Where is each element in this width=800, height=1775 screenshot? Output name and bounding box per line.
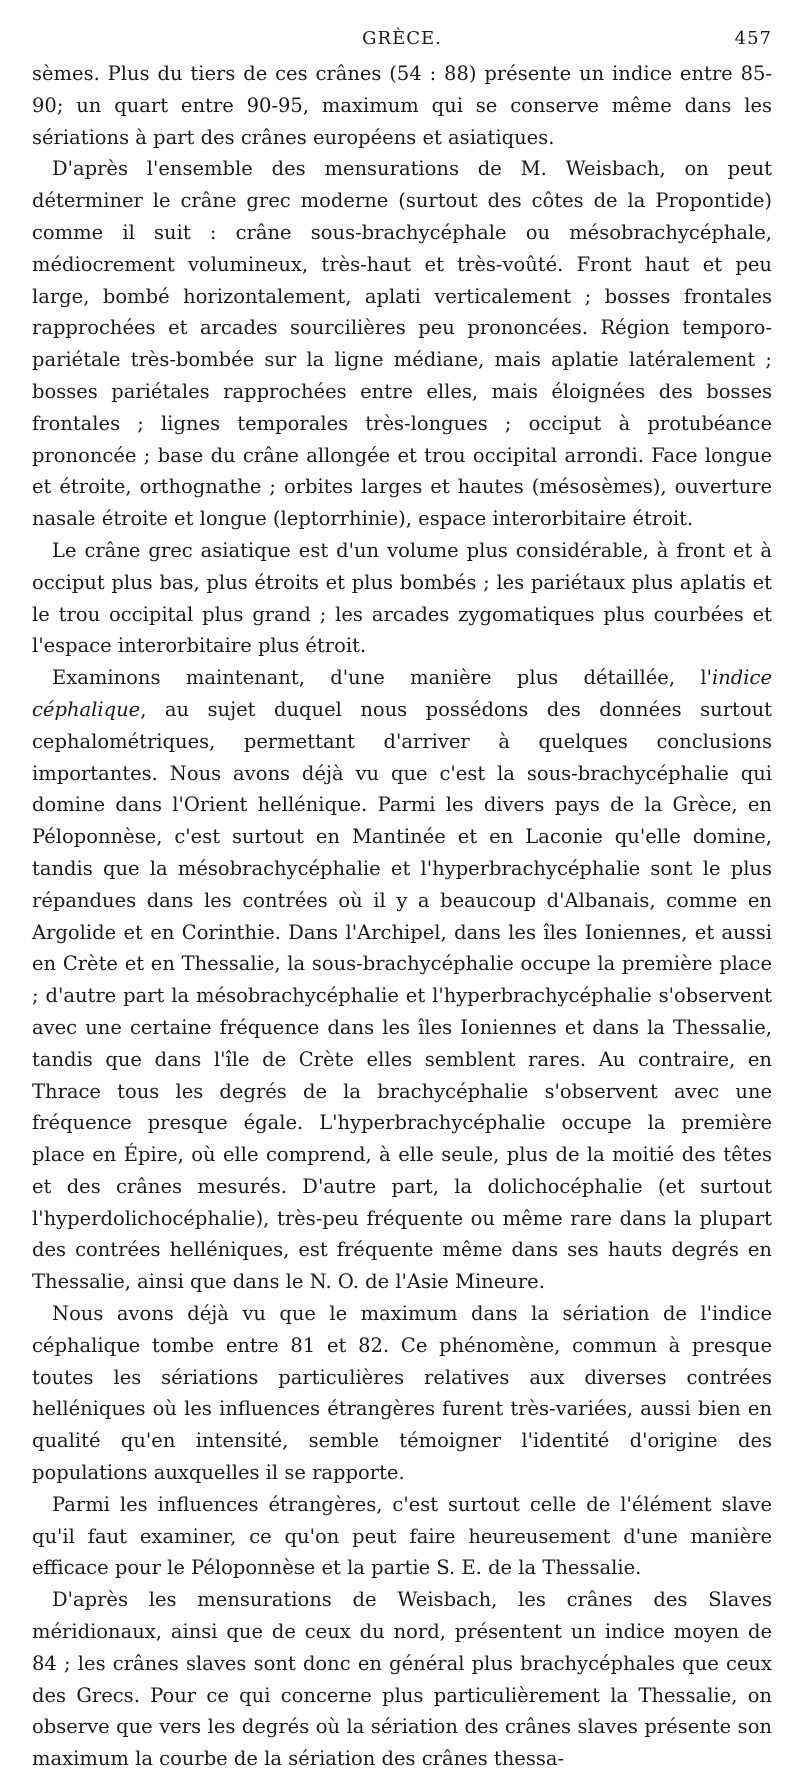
text-run: D'après l'ensemble des mensurations de M. Weisbach, on peut déterminer le crâne grec moderne (surtout des côtes de la Propontide) comme il suit : crâne sous-brachycéphale ou mésobrachycéphale, médiocrement volumineux, très-haut et très-voûté. Front haut et peu large, bombé horizontalement, aplati verticalement ; bosses frontales rapprochées et arcades sourcilières peu prononcées. Région temporo-pariétale très-bombée sur la ligne médiane, mais aplatie latéralement ; bosses pariétales rapprochées entre elles, mais éloignées des bosses frontales ; lignes temporales très-longues ; occiput à protubéance prononcée ; base du crâne allongée et trou occipital arrondi. Face longue et étroite, orthognathe ; orbites larges et hautes (mésosèmes), ouverture nasale étroite et longue (leptorrhinie), espace interorbitaire étroit. <box>32 157 772 531</box>
paragraph <box>32 58 772 153</box>
paragraph <box>32 662 772 1298</box>
text-run: Parmi les influences étrangères, c'est surtout celle de l'élément slave qu'il faut examiner, ce qu'on peut faire heureusement d'une manière efficace pour le Péloponnèse et la partie S. E. de la Thessalie. <box>32 1492 772 1580</box>
paragraph <box>32 153 772 535</box>
text-run: , au sujet duquel nous possédons des données surtout cephalométriques, permettant d'arriver à quelques conclusions importantes. Nous avons déjà vu que c'est la sous-brachycéphalie qui domine dans l'Orient hellénique. Parmi les divers pays de la Grèce, en Péloponnèse, c'est surtout en Mantinée et en Laconie qu'elle domine, tandis que la mésobrachycéphalie et l'hyperbrachycéphalie sont le plus répandues dans les contrées où il y a beaucoup d'Albanais, comme en Argolide et en Corinthie. Dans l'Archipel, dans les îles Ioniennes, et aussi en Crète et en Thessalie, la sous-brachycéphalie occupe la première place ; d'autre part la mésobrachycéphalie et l'hyperbrachycéphalie s'observent avec une certaine fréquence dans les îles Ioniennes et dans la Thessalie, tandis que dans l'île de Crète elles semblent rares. Au contraire, en Thrace tous les degrés de la brachycéphalie s'observent avec une fréquence presque égale. L'hyperbrachycéphalie occupe la première place en Épire, où elle comprend, à elle seule, plus de la moitié des têtes et des crânes mesurés. D'autre part, la dolichocéphalie (et surtout l'hyperdolichocéphalie), très-peu fréquente ou même rare dans la plupart des contrées helléniques, est fréquente même dans ses hauts degrés en Thessalie, ainsi que dans le N. O. de l'Asie Mineure. <box>32 697 772 1294</box>
text-run: Examinons maintenant, d'une manière plus détaillée, l' <box>52 666 713 690</box>
paragraph <box>32 535 772 662</box>
text-run: Le crâne grec asiatique est d'un volume plus considérable, à front et à occiput plus bas, plus étroits et plus bombés ; les pariétaux plus aplatis et le trou occipital plus grand ; les arcades zygomatiques plus courbées et l'espace interorbitaire plus étroit. <box>32 538 772 658</box>
page-number: 457 <box>734 28 772 49</box>
text-run: sèmes. Plus du tiers de ces crânes (54 : 88) présente un indice entre 85-90; un quart entre 90-95, maximum qui se conserve même dans les sériations à part des crânes européens et asiatiques. <box>32 62 772 149</box>
running-title: GRÈCE. <box>362 28 442 49</box>
paragraph <box>32 1298 772 1489</box>
paragraph <box>32 1489 772 1584</box>
paragraph <box>32 1584 772 1775</box>
text-run: Nous avons déjà vu que le maximum dans la sériation de l'indice céphalique tombe entre 81 et 82. Ce phénomène, commun à presque toutes les sériations particulières relatives aux diverses contrées helléniques où les influences étrangères furent très-variées, aussi bien en qualité qu'en intensité, semble témoigner l'identité d'origine des populations auxquelles il se rapporte. <box>32 1302 772 1485</box>
page <box>32 28 772 1775</box>
text-run: D'après les mensurations de Weisbach, les crânes des Slaves méridionaux, ainsi que de ceux du nord, présentent un indice moyen de 84 ; les crânes slaves sont donc en général plus brachycéphales que ceux des Grecs. Pour ce qui concerne plus particulièrement la Thessalie, on observe que vers les degrés où la sériation des crânes slaves présente son maximum la courbe de la sériation des crânes thessa- <box>32 1588 772 1771</box>
italic-term: indice céphalique <box>32 666 772 721</box>
body-text <box>32 58 772 1775</box>
running-head <box>32 28 772 58</box>
